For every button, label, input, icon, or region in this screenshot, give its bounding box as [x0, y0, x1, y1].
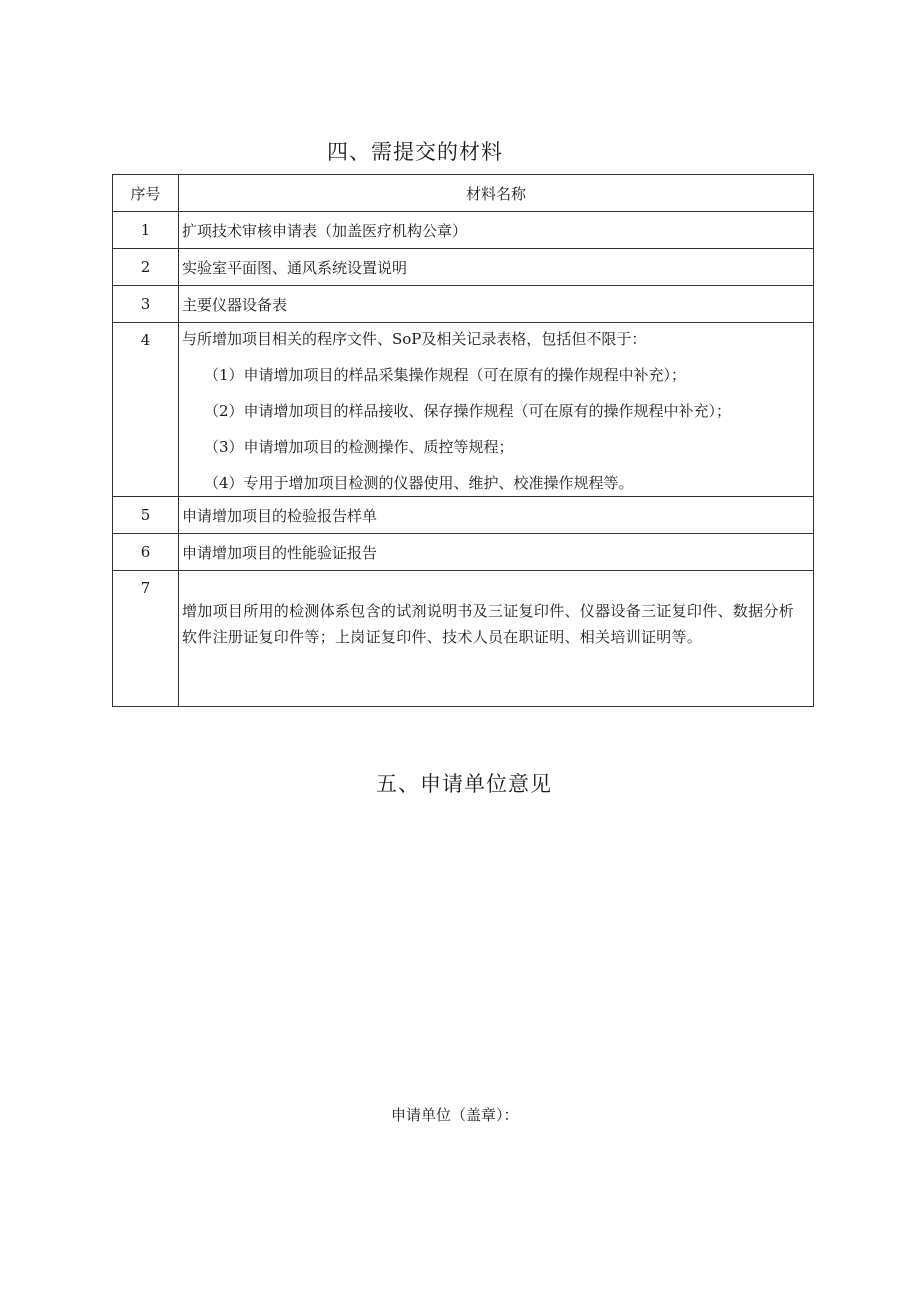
section-5-title: 五、申请单位意见	[376, 772, 552, 796]
table-row	[113, 286, 814, 323]
section-4-title: 四、需提交的材料	[327, 140, 503, 164]
table-row	[113, 571, 814, 707]
applicant-stamp-label: 申请单位（盖章）：	[391, 1106, 519, 1124]
row-number: 3	[113, 286, 179, 323]
material-name: 申请增加项目的检验报告样单	[179, 497, 814, 534]
material-name: 申请增加项目的性能验证报告	[179, 534, 814, 571]
materials-table	[112, 174, 814, 707]
row-number: 4	[113, 323, 179, 497]
table-header-row	[113, 175, 814, 212]
material-name	[179, 323, 814, 497]
table-row	[113, 212, 814, 249]
material-name: 增加项目所用的检测体系包含的试剂说明书及三证复印件、仪器设备三证复印件、数据分析软件注册证复印件等；上岗证复印件、技术人员在职证明、相关培训证明等。	[179, 571, 814, 707]
sub-item: （2）申请增加项目的样品接收、保存操作规程（可在原有的操作规程中补充）；	[204, 402, 732, 420]
table-row	[113, 249, 814, 286]
material-name: 实验室平面图、通风系统设置说明	[179, 249, 814, 286]
material-name-main: 与所增加项目相关的程序文件、SoP及相关记录表格，包括但不限于：	[182, 330, 647, 348]
table-row	[113, 323, 814, 497]
row-number: 6	[113, 534, 179, 571]
material-name: 主要仪器设备表	[179, 286, 814, 323]
row-number: 2	[113, 249, 179, 286]
header-name: 材料名称	[179, 175, 814, 212]
row-number: 5	[113, 497, 179, 534]
material-name: 扩项技术审核申请表（加盖医疗机构公章）	[179, 212, 814, 249]
sub-item: （4）专用于增加项目检测的仪器使用、维护、校准操作规程等。	[204, 474, 634, 492]
table-row	[113, 497, 814, 534]
row-number: 1	[113, 212, 179, 249]
table-row	[113, 534, 814, 571]
sub-item: （3）申请增加项目的检测操作、质控等规程；	[204, 438, 514, 456]
header-no: 序号	[113, 175, 179, 212]
row-number: 7	[113, 571, 179, 707]
sub-item: （1）申请增加项目的样品采集操作规程（可在原有的操作规程中补充）；	[204, 366, 687, 384]
